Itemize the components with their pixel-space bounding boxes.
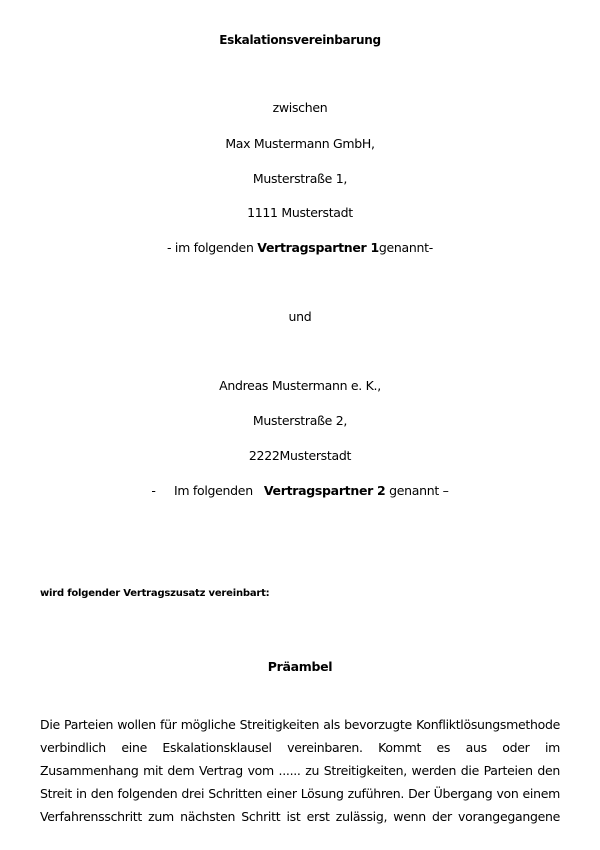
preamble-line: Die Parteien wollen für mögliche Streitigkeiten als bevorzugte Konfliktlösungsmethode — [40, 717, 560, 732]
and-label: und — [288, 309, 312, 324]
party2-role-name: Vertragspartner 2 — [263, 483, 386, 498]
party1-role-name: Vertragspartner 1 — [257, 240, 379, 255]
preamble-heading: Präambel — [267, 659, 333, 674]
preamble-line: verbindlich eine Eskalationsklausel vereinbaren. Kommt es aus oder im — [40, 740, 560, 755]
preamble-line: Streit in den folgenden drei Schritten einer Lösung zuführen. Der Übergang von einem — [40, 786, 560, 801]
party2-role-prefix: - Im folgenden — [151, 483, 264, 498]
party2-city: 2222Musterstadt — [248, 448, 352, 463]
party1-role-suffix: genannt- — [378, 240, 433, 255]
document-title: Eskalationsvereinbarung — [219, 33, 381, 47]
preamble-line: Zusammenhang mit dem Vertrag vom ...... zu Streitigkeiten, werden die Parteien den — [40, 763, 560, 778]
preamble-paragraph — [40, 717, 560, 832]
agreement-line: wird folgender Vertragszusatz vereinbart: — [40, 588, 270, 599]
between-label: zwischen — [272, 100, 328, 115]
party1-name: Max Mustermann GmbH, — [225, 136, 375, 151]
party2-role-suffix: genannt – — [385, 483, 449, 498]
party1-role-line — [0, 240, 600, 256]
party1-role-prefix: - im folgenden — [167, 240, 258, 255]
party2-role-line — [0, 483, 600, 499]
party1-street: Musterstraße 1, — [252, 171, 348, 186]
party1-city: 1111 Musterstadt — [247, 205, 353, 220]
preamble-line: Verfahrensschritt zum nächsten Schritt ist erst zulässig, wenn der vorangegangene — [40, 809, 560, 824]
party2-name: Andreas Mustermann e. K., — [219, 378, 381, 393]
party2-street: Musterstraße 2, — [252, 413, 348, 428]
